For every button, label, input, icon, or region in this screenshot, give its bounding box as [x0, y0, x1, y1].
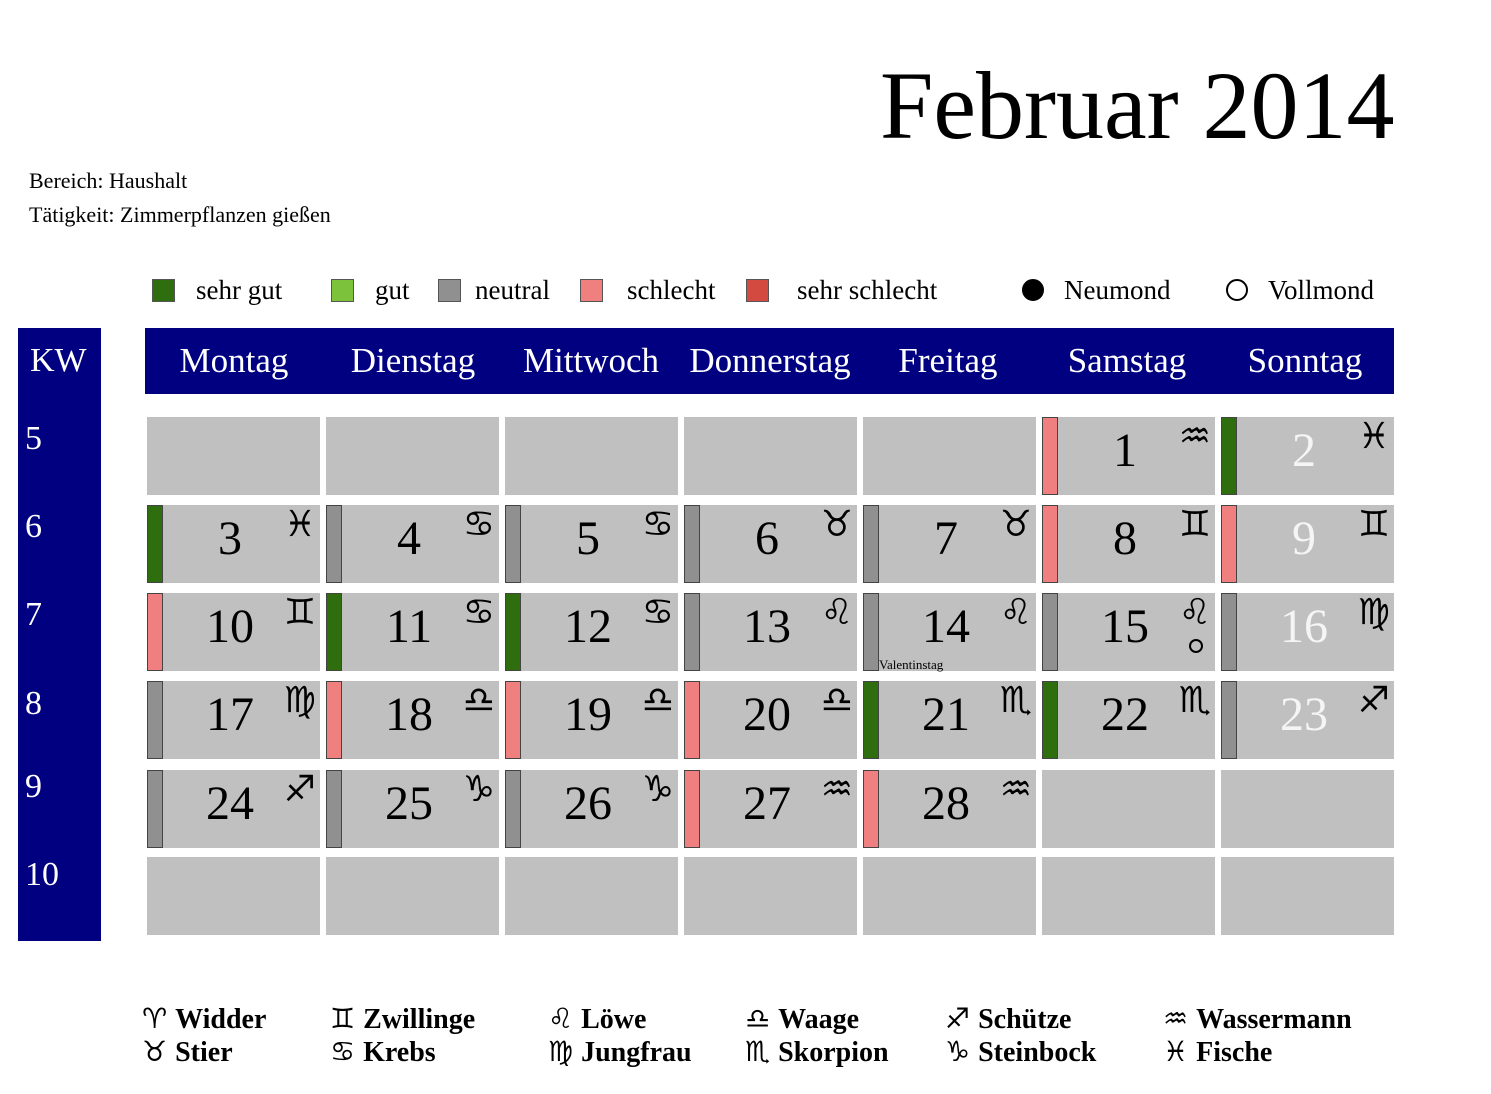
zodiac-glyph-icon: ♐ [945, 1002, 971, 1035]
zodiac-glyph-icon: ♏ [745, 1035, 771, 1068]
day-cell [326, 681, 499, 759]
day-cell-empty [684, 417, 857, 495]
day-number: 18 [385, 688, 433, 741]
zodiac-legend-item [745, 1035, 889, 1069]
day-cell [326, 770, 499, 848]
zodiac-sign-icon: ♌ [820, 592, 853, 633]
zodiac-sign-icon: ♑ [641, 769, 674, 810]
zodiac-legend-item [548, 1035, 692, 1069]
day-cell [684, 593, 857, 671]
legend-label-schlecht: schlecht [627, 274, 716, 305]
zodiac-glyph-icon: ♈ [142, 1002, 168, 1035]
day-cell-empty [863, 857, 1036, 935]
day-cell [505, 593, 678, 671]
zodiac-legend-item [142, 1002, 266, 1036]
rating-bar [1042, 681, 1058, 759]
day-number: 2 [1292, 424, 1316, 477]
kw-number: 8 [25, 685, 42, 722]
kw-number: 9 [25, 768, 42, 805]
zodiac-sign-icon: ♒ [1178, 416, 1211, 457]
zodiac-glyph-icon: ♎ [745, 1002, 771, 1035]
zodiac-name: Löwe [581, 1004, 647, 1035]
rating-bar [1042, 417, 1058, 495]
day-number: 22 [1101, 688, 1149, 741]
zodiac-sign-icon: ♑ [462, 769, 495, 810]
zodiac-name: Jungfrau [581, 1037, 692, 1068]
zodiac-glyph-icon: ♓ [1163, 1035, 1189, 1068]
zodiac-name: Zwillinge [363, 1004, 476, 1035]
zodiac-sign-icon: ♊ [283, 592, 316, 633]
zodiac-glyph-icon: ♌ [548, 1002, 574, 1035]
kw-header: KW [30, 342, 87, 379]
day-number: 6 [755, 512, 779, 565]
weekday-thursday: Donnerstag [689, 341, 851, 380]
day-number: 12 [564, 600, 612, 653]
full-moon-icon [1189, 639, 1203, 653]
day-number: 1 [1113, 424, 1137, 477]
zodiac-legend-item [1163, 1035, 1272, 1069]
weekday-tuesday: Dienstag [350, 341, 476, 380]
rating-bar [326, 505, 342, 583]
rating-bar [505, 681, 521, 759]
weekday-wednesday: Mittwoch [522, 341, 660, 380]
rating-bar [863, 505, 879, 583]
zodiac-glyph-icon: ♒ [1163, 1002, 1189, 1035]
zodiac-sign-icon: ♌ [1178, 592, 1211, 633]
legend-label-vollmond: Vollmond [1268, 274, 1375, 305]
day-cell [1221, 681, 1394, 759]
day-note: Valentinstag [879, 657, 944, 672]
legend-label-neumond: Neumond [1064, 274, 1171, 305]
zodiac-glyph-icon: ♉ [142, 1035, 168, 1068]
day-cell-empty [147, 417, 320, 495]
day-cell-empty [1042, 857, 1215, 935]
zodiac-glyph-icon: ♍ [548, 1035, 574, 1068]
day-cell [147, 505, 320, 583]
day-number: 15 [1101, 600, 1149, 653]
day-cell-empty [505, 857, 678, 935]
zodiac-legend-item [945, 1002, 1071, 1036]
day-cell [147, 593, 320, 671]
zodiac-sign-icon: ♏ [999, 680, 1032, 721]
zodiac-name: Widder [175, 1004, 267, 1035]
day-number: 9 [1292, 512, 1316, 565]
kw-number: 7 [25, 596, 42, 633]
zodiac-glyph-icon: ♊ [330, 1002, 356, 1035]
weekday-sunday: Sonntag [1247, 341, 1363, 380]
zodiac-glyph-icon: ♋ [330, 1035, 356, 1068]
day-number: 7 [934, 512, 958, 565]
day-cell [147, 681, 320, 759]
zodiac-sign-icon: ♊ [1178, 504, 1211, 545]
zodiac-sign-icon: ♍ [283, 680, 316, 721]
zodiac-name: Schütze [978, 1004, 1072, 1035]
zodiac-legend-item [142, 1035, 233, 1069]
day-number: 16 [1280, 600, 1328, 653]
weekday-saturday: Samstag [1067, 341, 1187, 380]
day-number: 17 [206, 688, 254, 741]
zodiac-sign-icon: ♋ [641, 592, 674, 633]
day-cell [147, 770, 320, 848]
zodiac-legend-item [330, 1002, 475, 1036]
page-title: Februar 2014 [880, 52, 1395, 159]
legend-label-gut: gut [375, 274, 410, 305]
day-number: 11 [385, 600, 433, 653]
day-number: 14 [922, 600, 970, 653]
day-cell [505, 770, 678, 848]
day-cell [863, 681, 1036, 759]
day-cell [1221, 593, 1394, 671]
day-number: 13 [743, 600, 791, 653]
rating-bar [1221, 593, 1237, 671]
day-cell-empty [147, 857, 320, 935]
day-cell-empty [863, 417, 1036, 495]
day-cell [1042, 593, 1215, 671]
day-number: 21 [922, 688, 970, 741]
rating-bar [1042, 505, 1058, 583]
day-number: 20 [743, 688, 791, 741]
rating-bar [505, 505, 521, 583]
rating-bar [147, 593, 163, 671]
zodiac-name: Waage [778, 1004, 859, 1035]
day-cell [1042, 505, 1215, 583]
taetigkeit-label: Tätigkeit: Zimmerpflanzen gießen [29, 202, 331, 227]
day-cell-empty [1042, 770, 1215, 848]
rating-bar [505, 770, 521, 848]
rating-bar [1221, 681, 1237, 759]
zodiac-legend-item [548, 1002, 646, 1036]
legend-label-neutral: neutral [475, 274, 550, 305]
zodiac-sign-icon: ♒ [999, 769, 1032, 810]
day-cell-empty [1221, 857, 1394, 935]
day-number: 19 [564, 688, 612, 741]
zodiac-name: Krebs [363, 1037, 436, 1068]
day-cell [505, 505, 678, 583]
day-number: 5 [576, 512, 600, 565]
day-cell [1042, 417, 1215, 495]
zodiac-name: Fische [1196, 1037, 1273, 1068]
zodiac-legend-item [945, 1035, 1096, 1069]
day-cell [326, 593, 499, 671]
zodiac-sign-icon: ♒ [820, 769, 853, 810]
zodiac-name: Wassermann [1196, 1004, 1352, 1035]
day-cell [684, 681, 857, 759]
zodiac-glyph-icon: ♑ [945, 1035, 971, 1068]
day-number: 8 [1113, 512, 1137, 565]
day-cell [863, 593, 1036, 671]
legend-label-sehr-schlecht: sehr schlecht [797, 274, 938, 305]
rating-bar [326, 681, 342, 759]
zodiac-sign-icon: ♎ [820, 680, 853, 721]
day-number: 23 [1280, 688, 1328, 741]
rating-bar [326, 593, 342, 671]
zodiac-sign-icon: ♉ [820, 504, 853, 545]
rating-bar [684, 593, 700, 671]
day-cell [684, 770, 857, 848]
rating-bar [684, 681, 700, 759]
day-number: 4 [397, 512, 421, 565]
day-cell [684, 505, 857, 583]
legend-label-sehr-gut: sehr gut [196, 274, 283, 305]
zodiac-legend-item [1163, 1002, 1352, 1036]
bereich-label: Bereich: Haushalt [29, 168, 188, 193]
rating-bar [863, 593, 879, 671]
kw-number: 5 [25, 420, 42, 457]
day-cell [863, 505, 1036, 583]
rating-bar [147, 505, 163, 583]
zodiac-legend-item [330, 1035, 436, 1069]
zodiac-sign-icon: ♎ [462, 680, 495, 721]
rating-bar [863, 681, 879, 759]
zodiac-sign-icon: ♉ [999, 504, 1032, 545]
day-cell-empty [505, 417, 678, 495]
rating-bar [326, 770, 342, 848]
rating-bar [684, 770, 700, 848]
zodiac-sign-icon: ♏ [1178, 680, 1211, 721]
weekday-monday: Montag [179, 341, 289, 380]
day-cell [1042, 681, 1215, 759]
day-number: 25 [385, 777, 433, 830]
zodiac-sign-icon: ♌ [999, 592, 1032, 633]
day-cell [1221, 505, 1394, 583]
rating-bar [1042, 593, 1058, 671]
day-cell [863, 770, 1036, 848]
rating-bar [147, 681, 163, 759]
zodiac-sign-icon: ♎ [641, 680, 674, 721]
kw-number: 10 [25, 856, 59, 893]
zodiac-name: Steinbock [978, 1037, 1097, 1068]
zodiac-name: Stier [175, 1037, 233, 1068]
zodiac-sign-icon: ♋ [462, 592, 495, 633]
weekday-friday: Freitag [898, 341, 998, 380]
rating-bar [1221, 417, 1237, 495]
rating-bar [505, 593, 521, 671]
zodiac-sign-icon: ♊ [1357, 504, 1390, 545]
day-number: 3 [218, 512, 242, 565]
zodiac-sign-icon: ♓ [283, 504, 316, 545]
rating-bar [147, 770, 163, 848]
day-cell-empty [684, 857, 857, 935]
day-cell-empty [326, 857, 499, 935]
day-cell [505, 681, 678, 759]
day-cell-empty [1221, 770, 1394, 848]
day-cell [1221, 417, 1394, 495]
zodiac-sign-icon: ♋ [641, 504, 674, 545]
day-cell [326, 505, 499, 583]
kw-number: 6 [25, 508, 42, 545]
day-number: 28 [922, 777, 970, 830]
day-cell-empty [326, 417, 499, 495]
day-number: 24 [206, 777, 254, 830]
rating-bar [863, 770, 879, 848]
zodiac-sign-icon: ♍ [1357, 592, 1390, 633]
zodiac-name: Skorpion [778, 1037, 889, 1068]
zodiac-sign-icon: ♋ [462, 504, 495, 545]
zodiac-sign-icon: ♐ [283, 769, 316, 810]
day-number: 26 [564, 777, 612, 830]
zodiac-sign-icon: ♓ [1357, 416, 1390, 457]
day-number: 10 [206, 600, 254, 653]
day-number: 27 [743, 777, 791, 830]
zodiac-sign-icon: ♐ [1357, 680, 1390, 721]
zodiac-legend-item [745, 1002, 859, 1036]
rating-bar [684, 505, 700, 583]
rating-bar [1221, 505, 1237, 583]
